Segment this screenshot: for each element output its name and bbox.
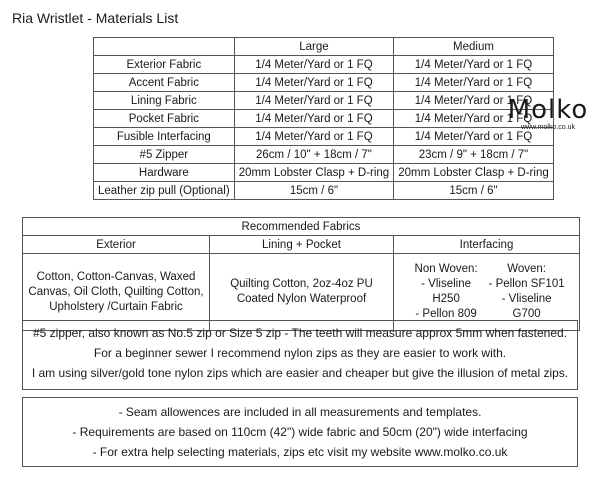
row-label: Leather zip pull (Optional)	[94, 182, 235, 200]
table-row	[94, 56, 554, 74]
medium-value: 1/4 Meter/Yard or 1 FQ	[394, 56, 554, 74]
list-item: - Pellon SF101	[488, 278, 565, 290]
large-value: 26cm / 10" + 18cm / 7"	[234, 146, 394, 164]
row-label: Pocket Fabric	[94, 110, 235, 128]
table-row	[94, 74, 554, 92]
medium-value: 1/4 Meter/Yard or 1 FQ	[394, 92, 554, 110]
large-value: 1/4 Meter/Yard or 1 FQ	[234, 92, 394, 110]
row-label: Hardware	[94, 164, 235, 182]
note-line: - Requirements are based on 110cm (42") wide fabric and 50cm (20") wide interfacing	[72, 425, 528, 439]
brand-logo	[506, 96, 590, 131]
table-row	[94, 128, 554, 146]
header-blank	[94, 38, 235, 56]
header-large: Large	[234, 38, 394, 56]
medium-value: 15cm / 6"	[394, 182, 554, 200]
table-row	[94, 164, 554, 182]
zipper-notes-box	[22, 320, 578, 390]
list-item: - Pellon 809	[415, 308, 477, 320]
woven-list	[486, 262, 567, 322]
lining-fabrics: Quilting Cotton, 2oz-4oz PU Coated Nylon Waterproof	[210, 254, 394, 331]
recommended-title-row	[23, 218, 580, 236]
non-woven-title: Non Woven:	[414, 263, 478, 275]
table-row	[94, 92, 554, 110]
medium-value: 1/4 Meter/Yard or 1 FQ	[394, 110, 554, 128]
medium-value: 1/4 Meter/Yard or 1 FQ	[394, 128, 554, 146]
header-exterior: Exterior	[23, 236, 210, 254]
medium-value: 20mm Lobster Clasp + D-ring	[394, 164, 554, 182]
list-item: - Vliseline H250	[421, 278, 472, 305]
recommended-title: Recommended Fabrics	[23, 218, 580, 236]
large-value: 15cm / 6"	[234, 182, 394, 200]
recommended-body-row	[23, 254, 580, 331]
note-line: - Seam allowences are included in all measurements and templates.	[118, 405, 482, 419]
header-medium: Medium	[394, 38, 554, 56]
woven-title: Woven:	[507, 263, 546, 275]
logo-url: www.molko.co.uk	[520, 124, 576, 131]
large-value: 1/4 Meter/Yard or 1 FQ	[234, 56, 394, 74]
interfacing-cell	[394, 254, 580, 331]
header-interfacing: Interfacing	[394, 236, 580, 254]
table-row	[94, 146, 554, 164]
row-label: Accent Fabric	[94, 74, 235, 92]
non-woven-list	[406, 262, 486, 322]
large-value: 1/4 Meter/Yard or 1 FQ	[234, 110, 394, 128]
large-value: 1/4 Meter/Yard or 1 FQ	[234, 74, 394, 92]
table-header-row	[94, 38, 554, 56]
note-line: For a beginner sewer I recommend nylon zips as they are easier to work with.	[93, 346, 507, 360]
medium-value: 1/4 Meter/Yard or 1 FQ	[394, 74, 554, 92]
medium-value: 23cm / 9" + 18cm / 7"	[394, 146, 554, 164]
note-line: I am using silver/gold tone nylon zips which are easier and cheaper but give the illusion of metal zips.	[31, 366, 569, 380]
logo-text: Molko	[507, 95, 589, 125]
materials-table	[93, 37, 554, 200]
page-title: Ria Wristlet - Materials List	[12, 10, 179, 26]
row-label: Fusible Interfacing	[94, 128, 235, 146]
row-label: #5 Zipper	[94, 146, 235, 164]
large-value: 20mm Lobster Clasp + D-ring	[234, 164, 394, 182]
table-row	[94, 110, 554, 128]
large-value: 1/4 Meter/Yard or 1 FQ	[234, 128, 394, 146]
exterior-fabrics: Cotton, Cotton-Canvas, Waxed Canvas, Oil Cloth, Quilting Cotton, Upholstery /Curtain Fabric	[23, 254, 210, 331]
header-lining-pocket: Lining + Pocket	[210, 236, 394, 254]
row-label: Lining Fabric	[94, 92, 235, 110]
note-line: #5 zipper, also known as No.5 zip or Size 5 zip - The teeth will measure approx 5mm when fastened.	[32, 326, 568, 340]
note-line: - For extra help selecting materials, zips etc visit my website www.molko.co.uk	[92, 445, 508, 459]
general-notes-box	[22, 397, 578, 467]
row-label: Exterior Fabric	[94, 56, 235, 74]
list-item: - Vliseline G700	[501, 293, 552, 320]
table-row	[94, 182, 554, 200]
recommended-fabrics-table	[22, 217, 580, 331]
recommended-header-row	[23, 236, 580, 254]
